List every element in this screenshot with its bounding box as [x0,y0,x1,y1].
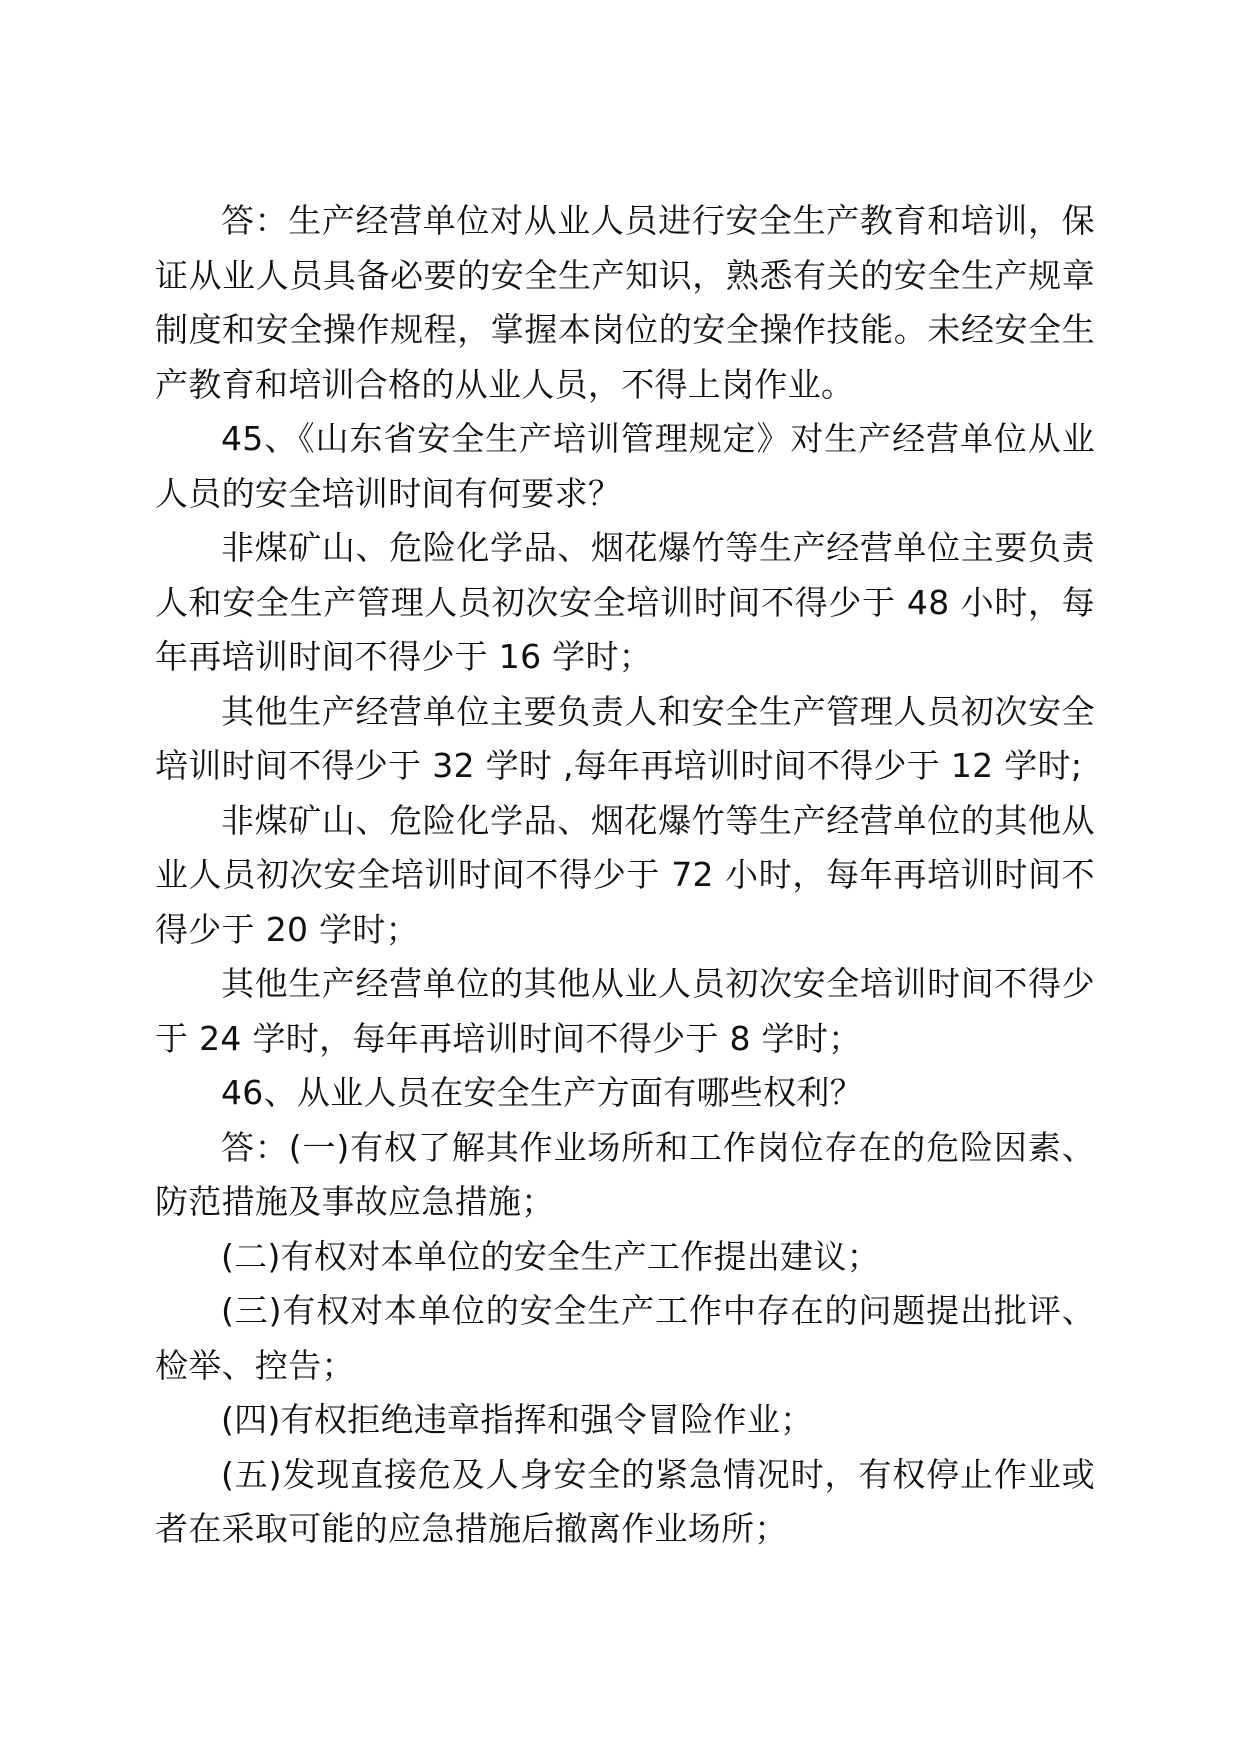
right-item-5: (五)发现直接危及人身安全的紧急情况时，有权停止作业或者在采取可能的应急措施后撤离作业场所； [155,1454,1095,1548]
right-item-4: (四)有权拒绝违章指挥和强令冒险作业； [221,1400,814,1439]
right-item-1: 答：(一)有权了解其作业场所和工作岗位存在的危险因素、防范措施及事故应急措施； [155,1127,1095,1221]
paragraph-training-hours-1: 非煤矿山、危险化学品、烟花爆竹等生产经营单位主要负责人和安全生产管理人员初次安全培训时间不得少于 48 小时，每年再培训时间不得少于 16 学时； [155,528,1095,676]
right-item-3: (三)有权对本单位的安全生产工作中存在的问题提出批评、检举、控告； [155,1291,1095,1385]
paragraph-training-hours-2: 其他生产经营单位主要负责人和安全生产管理人员初次安全培训时间不得少于 32 学时 ,每年再培训时间不得少于 12 学时; [155,691,1095,785]
right-item-2: (二)有权对本单位的安全生产工作提出建议； [221,1236,881,1276]
answer-paragraph: 答：生产经营单位对从业人员进行安全生产教育和培训，保证从业人员具备必要的安全生产知识，熟悉有关的安全生产规章制度和安全操作规程，掌握本岗位的安全操作技能。未经安全生产教育和培训合格的从业人员，不得上岗作业。 [155,201,1095,404]
question-46: 46、从业人员在安全生产方面有哪些权利？ [221,1073,863,1112]
paragraph-training-hours-3: 非煤矿山、危险化学品、烟花爆竹等生产经营单位的其他从业人员初次安全培训时间不得少于 72 小时，每年再培训时间不得少于 20 学时； [155,800,1095,949]
paragraph-training-hours-4: 其他生产经营单位的其他从业人员初次安全培训时间不得少于 24 学时，每年再培训时间不得少于 8 学时； [155,964,1095,1058]
document-page [155,194,1095,1557]
question-45: 45、《山东省安全生产培训管理规定》对生产经营单位从业人员的安全培训时间有何要求？ [155,419,1095,513]
